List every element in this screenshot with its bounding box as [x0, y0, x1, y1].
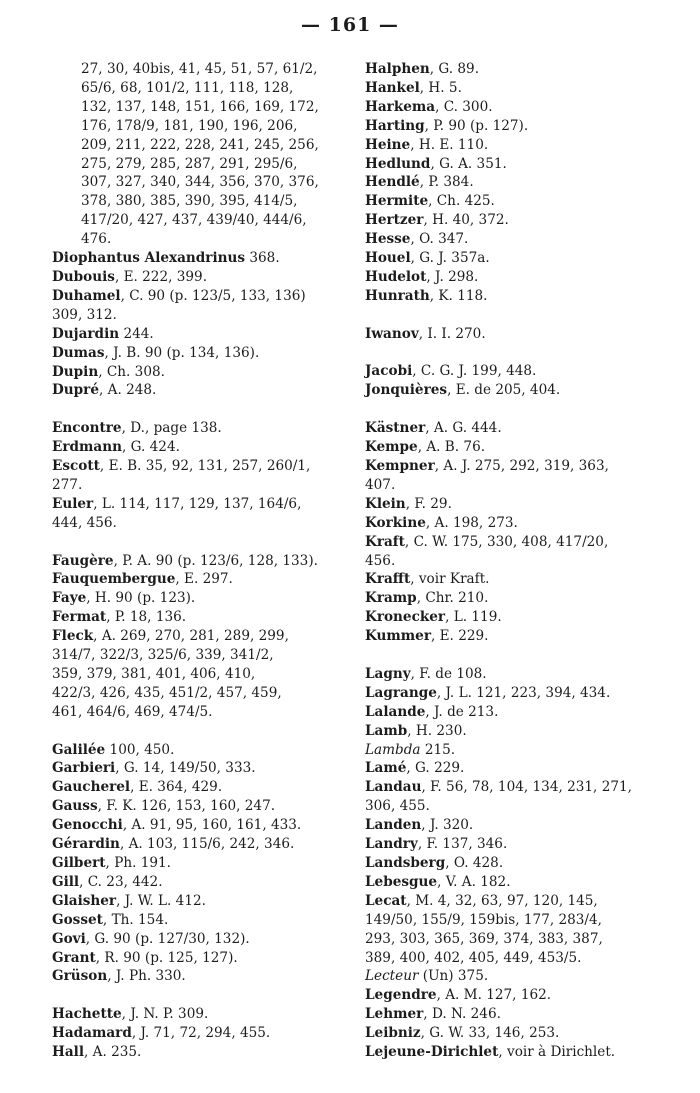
- index-entry: [365, 835, 690, 854]
- index-entry: [365, 495, 690, 514]
- index-entry: [365, 230, 690, 249]
- index-entry-refs: , R. 90 (p. 125, 127).: [95, 949, 238, 966]
- index-entry-refs: , A. J. 275, 292, 319, 363,: [434, 457, 609, 474]
- index-entry-refs: , Ch. 308.: [98, 363, 165, 380]
- index-entry: [365, 457, 690, 495]
- index-entry-name: Iwanov: [365, 325, 419, 342]
- index-entry: [365, 665, 690, 684]
- section-gap: [52, 400, 357, 419]
- index-entry-refs: , G. 89.: [429, 61, 480, 77]
- index-entry-name: Galilée: [52, 741, 106, 758]
- index-entry-refs: , A. 91, 95, 160, 161, 433.: [122, 817, 302, 834]
- index-entry: [365, 211, 690, 230]
- index-entry-name: Lehmer: [365, 1006, 424, 1023]
- index-entry: [52, 1024, 357, 1043]
- index-entry-refs: 444, 456.: [52, 514, 117, 531]
- index-entry-refs: , M. 4, 32, 63, 97, 120, 145,: [406, 892, 598, 909]
- index-entry: [52, 1005, 357, 1024]
- index-entry: [365, 249, 690, 268]
- index-entry-refs: 132, 137, 148, 151, 166, 169, 172,: [81, 98, 319, 115]
- index-entry-name: Gauss: [52, 798, 98, 815]
- index-entry-refs: , C. 23, 442.: [79, 873, 163, 890]
- index-entry-refs: (Un) 375.: [418, 968, 489, 985]
- index-entry: [365, 1005, 690, 1024]
- index-entry-name: Kraft: [365, 533, 405, 550]
- index-entry-name: Landen: [365, 817, 422, 834]
- index-entry: [365, 778, 690, 816]
- index-entry: [52, 1043, 357, 1062]
- index-entry-name: Faugère: [52, 552, 114, 569]
- index-entry: [52, 249, 357, 268]
- index-entry-refs: , I. I. 270.: [418, 325, 486, 342]
- section-gap: [52, 722, 357, 741]
- index-entry-name: Lecteur: [365, 968, 419, 985]
- index-entry-refs: , P. A. 90 (p. 123/6, 128, 133).: [113, 552, 318, 569]
- index-entry-name: Hudelot: [365, 268, 427, 285]
- index-entry-refs: , H. E. 110.: [410, 136, 489, 153]
- index-entry-refs: , C. 90 (p. 123/5, 133, 136): [120, 287, 306, 304]
- index-entry: [365, 986, 690, 1005]
- index-entry-name: Escott: [52, 458, 100, 475]
- index-entry-name: Korkine: [365, 514, 426, 531]
- index-entry: [52, 325, 357, 344]
- index-entry-name: Gill: [52, 873, 80, 890]
- index-entry-name: Fleck: [52, 628, 94, 645]
- index-entry-refs: , voir Kraft.: [410, 571, 490, 588]
- index-entry-refs: , C. W. 175, 330, 408, 417/20,: [404, 533, 609, 550]
- index-entry: [365, 722, 690, 741]
- index-entry: [52, 344, 357, 363]
- index-entry: [52, 873, 357, 892]
- index-entry-refs: 215.: [420, 741, 456, 758]
- index-entry: [52, 627, 357, 722]
- index-entry: [365, 1024, 690, 1043]
- index-entry-name: Diophantus Alexandrinus: [52, 250, 246, 267]
- index-entry: [52, 570, 357, 589]
- index-entry-name: Hedlund: [365, 155, 431, 172]
- index-entry-refs: , J. 298.: [426, 268, 479, 285]
- index-entry: [365, 967, 690, 986]
- index-entry-name: Erdmann: [52, 439, 122, 456]
- index-entry: [52, 949, 357, 968]
- index-entry-refs: 209, 211, 222, 228, 241, 245, 256,: [81, 136, 319, 153]
- index-entry-refs: 275, 279, 285, 287, 291, 295/6,: [81, 155, 298, 172]
- index-entry-refs: 244.: [119, 325, 154, 342]
- index-entry-refs: , V. A. 182.: [437, 873, 511, 890]
- index-entry-name: Kästner: [365, 420, 426, 437]
- index-entry-name: Genocchi: [52, 817, 123, 834]
- index-entry: [52, 778, 357, 797]
- section-gap: [365, 344, 690, 363]
- index-entry-refs: , Ph. 191.: [105, 855, 171, 872]
- index-entry-name: Lamb: [365, 722, 408, 739]
- index-entry-refs: , A. 269, 270, 281, 289, 299,: [93, 628, 289, 645]
- index-entry-refs: , J. Ph. 330.: [107, 968, 186, 985]
- index-entry-refs: , J. de 213.: [425, 703, 499, 720]
- index-entry: [52, 363, 357, 382]
- index-entry-name: Lebesgue: [365, 873, 438, 890]
- index-entry-refs: 306, 455.: [365, 798, 430, 815]
- index-entry: [365, 892, 690, 968]
- index-entry-refs: , E. 297.: [175, 571, 233, 588]
- index-entry-refs: , L. 119.: [445, 609, 502, 626]
- page-number: — 161 —: [301, 14, 399, 36]
- index-entry-refs: 368.: [245, 250, 280, 267]
- index-entry-name: Garbieri: [52, 760, 116, 777]
- index-entry-refs: , J. B. 90 (p. 134, 136).: [104, 344, 260, 361]
- index-entry-name: Kempe: [365, 439, 418, 456]
- index-entry-name: Landry: [365, 836, 418, 853]
- index-entry-name: Euler: [52, 495, 94, 512]
- index-entry-name: Harting: [365, 117, 425, 134]
- index-entry-name: Leibniz: [365, 1025, 421, 1042]
- index-entry-name: Dubouis: [52, 268, 115, 285]
- index-entry-refs: , O. 428.: [445, 855, 504, 871]
- index-entry: [52, 287, 357, 325]
- index-entry: [365, 608, 690, 627]
- index-entry: [365, 192, 690, 211]
- index-entry-refs: 417/20, 427, 437, 439/40, 444/6,: [81, 212, 307, 229]
- index-entry-refs: , J. 320.: [421, 817, 474, 834]
- index-entry-refs: 461, 464/6, 469, 474/5.: [52, 703, 213, 720]
- index-entry-name: Lambda: [365, 741, 421, 758]
- index-entry-name: Hesse: [365, 231, 411, 248]
- index-entry: [365, 381, 690, 400]
- index-entry: [52, 457, 357, 495]
- index-entry: [365, 136, 690, 155]
- index-entry-refs: , Chr. 210.: [416, 590, 489, 607]
- index-entry: [365, 589, 690, 608]
- section-gap: [365, 400, 690, 419]
- index-entry: [365, 438, 690, 457]
- index-entry-refs: , A. 198, 273.: [425, 514, 518, 531]
- index-entry-name: Hendlé: [365, 174, 420, 191]
- index-entry: [52, 608, 357, 627]
- index-entry-refs: 309, 312.: [52, 306, 117, 323]
- index-entry-refs: 65/6, 68, 101/2, 111, 118, 128,: [81, 79, 294, 96]
- index-entry-refs: , J. L. 121, 223, 394, 434.: [436, 684, 611, 701]
- index-entry: [365, 570, 690, 589]
- index-entry: [52, 892, 357, 911]
- index-entry: [52, 589, 357, 608]
- index-entry-name: Halphen: [365, 61, 430, 77]
- index-entry-refs: , H. 230.: [407, 722, 467, 739]
- index-entry-refs: , O. 347.: [410, 231, 469, 248]
- section-gap: [52, 986, 357, 1005]
- index-entry: [365, 268, 690, 287]
- index-entry-name: Landsberg: [365, 855, 446, 871]
- index-entry-refs: 149/50, 155/9, 159bis, 177, 283/4,: [365, 911, 602, 928]
- index-entry-refs: , K. 118.: [429, 287, 488, 304]
- index-entry-refs: , G. J. 357a.: [410, 250, 490, 267]
- index-entry-refs: 476.: [81, 231, 112, 248]
- index-entry-name: Heine: [365, 136, 411, 153]
- index-entry-refs: , E. 364, 429.: [130, 779, 223, 796]
- index-entry: [52, 967, 357, 986]
- index-entry-refs: 100, 450.: [105, 741, 175, 758]
- index-entry: [52, 60, 357, 249]
- index-entry-name: Lalande: [365, 703, 426, 720]
- index-entry-refs: , J. 71, 72, 294, 455.: [131, 1025, 271, 1042]
- index-entry: [52, 495, 357, 533]
- index-entry-name: Dujardin: [52, 325, 120, 342]
- index-entry-refs: , F. 56, 78, 104, 134, 231, 271,: [421, 779, 632, 796]
- index-entry: [52, 930, 357, 949]
- index-entry-refs: , G. A. 351.: [430, 155, 507, 172]
- index-entry-name: Gosset: [52, 911, 103, 928]
- index-entry-name: Lagny: [365, 665, 411, 682]
- index-entry: [52, 381, 357, 400]
- index-entry-refs: 407.: [365, 476, 396, 493]
- index-entry: [365, 419, 690, 438]
- index-entry-refs: , A. B. 76.: [417, 439, 486, 456]
- index-entry-name: Fauquembergue: [52, 571, 176, 588]
- index-entry: [52, 759, 357, 778]
- index-entry-refs: , A. 103, 115/6, 242, 346.: [119, 836, 295, 853]
- index-entry-refs: , F. de 108.: [410, 665, 487, 682]
- index-column-left: [52, 60, 357, 1062]
- index-entry: [365, 684, 690, 703]
- index-entry-name: Hertzer: [365, 212, 424, 229]
- index-entry-refs: , J. W. L. 412.: [116, 892, 206, 909]
- index-entry-name: Grüson: [52, 968, 108, 985]
- index-entry: [365, 287, 690, 306]
- index-entry: [365, 741, 690, 760]
- index-entry: [52, 552, 357, 571]
- index-entry-refs: 314/7, 322/3, 325/6, 339, 341/2,: [52, 647, 274, 664]
- index-entry-refs: , H. 5.: [419, 79, 462, 96]
- index-entry-name: Gilbert: [52, 855, 106, 872]
- index-entry: [365, 1043, 690, 1062]
- index-entry-refs: 27, 30, 40bis, 41, 45, 51, 57, 61/2,: [81, 61, 318, 77]
- index-entry-refs: , C. G. J. 199, 448.: [412, 363, 537, 380]
- index-entry-name: Landau: [365, 779, 422, 796]
- index-entry: [365, 514, 690, 533]
- index-entry-name: Legendre: [365, 987, 437, 1004]
- index-entry-name: Jacobi: [365, 363, 413, 380]
- index-entry-name: Hall: [52, 1044, 84, 1061]
- index-entry: [365, 98, 690, 117]
- index-entry-refs: , P. 18, 136.: [106, 609, 187, 626]
- index-entry-refs: 389, 400, 402, 405, 449, 453/5.: [365, 949, 582, 966]
- index-entry-refs: , E. 222, 399.: [114, 268, 208, 285]
- index-entry-refs: , E. de 205, 404.: [447, 382, 561, 399]
- index-entry: [365, 117, 690, 136]
- section-gap: [365, 306, 690, 325]
- index-entry: [52, 854, 357, 873]
- index-entry: [52, 438, 357, 457]
- index-column-right: [365, 60, 690, 1062]
- index-entry-refs: 293, 303, 365, 369, 374, 383, 387,: [365, 930, 603, 947]
- index-entry-refs: , G. 14, 149/50, 333.: [115, 760, 256, 777]
- index-entry: [52, 268, 357, 287]
- index-entry-name: Houel: [365, 250, 411, 267]
- index-entry-name: Encontre: [52, 420, 122, 437]
- index-entry: [365, 627, 690, 646]
- section-gap: [52, 533, 357, 552]
- index-entry-name: Dumas: [52, 344, 105, 361]
- index-entry-name: Hachette: [52, 1006, 122, 1023]
- index-entry-name: Govi: [52, 930, 86, 947]
- index-entry-refs: , D., page 138.: [121, 420, 222, 437]
- index-entry-name: Hadamard: [52, 1025, 132, 1042]
- index-entry: [365, 362, 690, 381]
- index-entry-refs: 176, 178/9, 181, 190, 196, 206,: [81, 117, 298, 134]
- index-entry-refs: , A. M. 127, 162.: [436, 987, 552, 1004]
- index-entry-name: Gaucherel: [52, 779, 131, 796]
- index-entry: [365, 533, 690, 571]
- index-entry: [365, 60, 690, 79]
- index-entry: [365, 325, 690, 344]
- index-entry-refs: , L. 114, 117, 129, 137, 164/6,: [93, 495, 302, 512]
- index-entry-refs: 378, 380, 385, 390, 395, 414/5,: [81, 193, 298, 210]
- index-entry: [365, 759, 690, 778]
- index-entry-refs: , G. W. 33, 146, 253.: [420, 1025, 560, 1042]
- index-entry: [365, 703, 690, 722]
- index-entry: [52, 797, 357, 816]
- index-entry-refs: , C. 300.: [435, 98, 493, 115]
- index-entry-refs: , E. B. 35, 92, 131, 257, 260/1,: [99, 458, 311, 475]
- index-entry-name: Kummer: [365, 628, 431, 645]
- index-entry-refs: , A. 248.: [99, 382, 157, 399]
- index-entry: [365, 854, 690, 873]
- index-entry: [52, 816, 357, 835]
- index-entry-refs: , G. 229.: [406, 760, 465, 777]
- section-gap: [365, 646, 690, 665]
- index-entry-name: Dupin: [52, 363, 99, 380]
- index-entry-name: Hunrath: [365, 287, 430, 304]
- index-entry-name: Jonquières: [365, 382, 448, 399]
- index-entry-refs: , H. 90 (p. 123).: [86, 590, 196, 607]
- index-entry-name: Lejeune-Dirichlet: [365, 1044, 499, 1061]
- index-entry-name: Dupré: [52, 382, 99, 399]
- index-entry: [365, 173, 690, 192]
- index-entry: [52, 419, 357, 438]
- index-entry-refs: , A. G. 444.: [425, 420, 502, 437]
- index-entry-name: Gérardin: [52, 836, 120, 853]
- index-entry-name: Hankel: [365, 79, 420, 96]
- index-entry: [365, 79, 690, 98]
- index-entry-name: Lagrange: [365, 684, 437, 701]
- index-entry-refs: , F. 29.: [405, 495, 452, 512]
- index-entry-refs: , G. 90 (p. 127/30, 132).: [85, 930, 250, 947]
- index-entry-name: Kramp: [365, 590, 417, 607]
- index-entry-refs: , A. 235.: [83, 1044, 142, 1061]
- index-entry-refs: , voir à Dirichlet.: [498, 1044, 616, 1061]
- index-entry-refs: 277.: [52, 476, 83, 493]
- index-entry-refs: , P. 90 (p. 127).: [424, 117, 529, 134]
- index-entry-refs: , F. K. 126, 153, 160, 247.: [97, 798, 276, 815]
- index-entry-refs: , Th. 154.: [102, 911, 169, 928]
- index-entry: [52, 835, 357, 854]
- index-entry-name: Klein: [365, 495, 406, 512]
- index-entry-name: Grant: [52, 949, 96, 966]
- index-entry-refs: 307, 327, 340, 344, 356, 370, 376,: [81, 174, 319, 191]
- index-entry-name: Krafft: [365, 571, 411, 588]
- index-entry-name: Fermat: [52, 609, 107, 626]
- index-entry-refs: , G. 424.: [122, 439, 180, 456]
- index-entry-name: Hermite: [365, 193, 429, 210]
- index-entry: [365, 155, 690, 174]
- index-entry: [52, 911, 357, 930]
- index-entry-name: Duhamel: [52, 287, 121, 304]
- index-entry-refs: , E. 229.: [430, 628, 489, 645]
- index-entry-name: Faye: [52, 590, 87, 607]
- index-entry-name: Lamé: [365, 760, 407, 777]
- index-entry-refs: 359, 379, 381, 401, 406, 410,: [52, 665, 256, 682]
- index-entry: [365, 873, 690, 892]
- index-entry-name: Glaisher: [52, 892, 117, 909]
- index-entry-refs: , H. 40, 372.: [423, 212, 509, 229]
- index-entry: [365, 816, 690, 835]
- index-entry-refs: , Ch. 425.: [428, 193, 495, 210]
- index-entry-refs: 456.: [365, 552, 396, 569]
- index-entry-refs: , F. 137, 346.: [417, 836, 508, 853]
- index-entry: [52, 741, 357, 760]
- index-entry-name: Harkema: [365, 98, 436, 115]
- index-entry-refs: , P. 384.: [419, 174, 474, 191]
- index-entry-name: Kronecker: [365, 609, 446, 626]
- index-entry-refs: , D. N. 246.: [423, 1006, 501, 1023]
- index-entry-refs: , J. N. P. 309.: [121, 1006, 209, 1023]
- index-entry-name: Kempner: [365, 457, 435, 474]
- index-entry-name: Lecat: [365, 892, 407, 909]
- index-entry-refs: 422/3, 426, 435, 451/2, 457, 459,: [52, 684, 282, 701]
